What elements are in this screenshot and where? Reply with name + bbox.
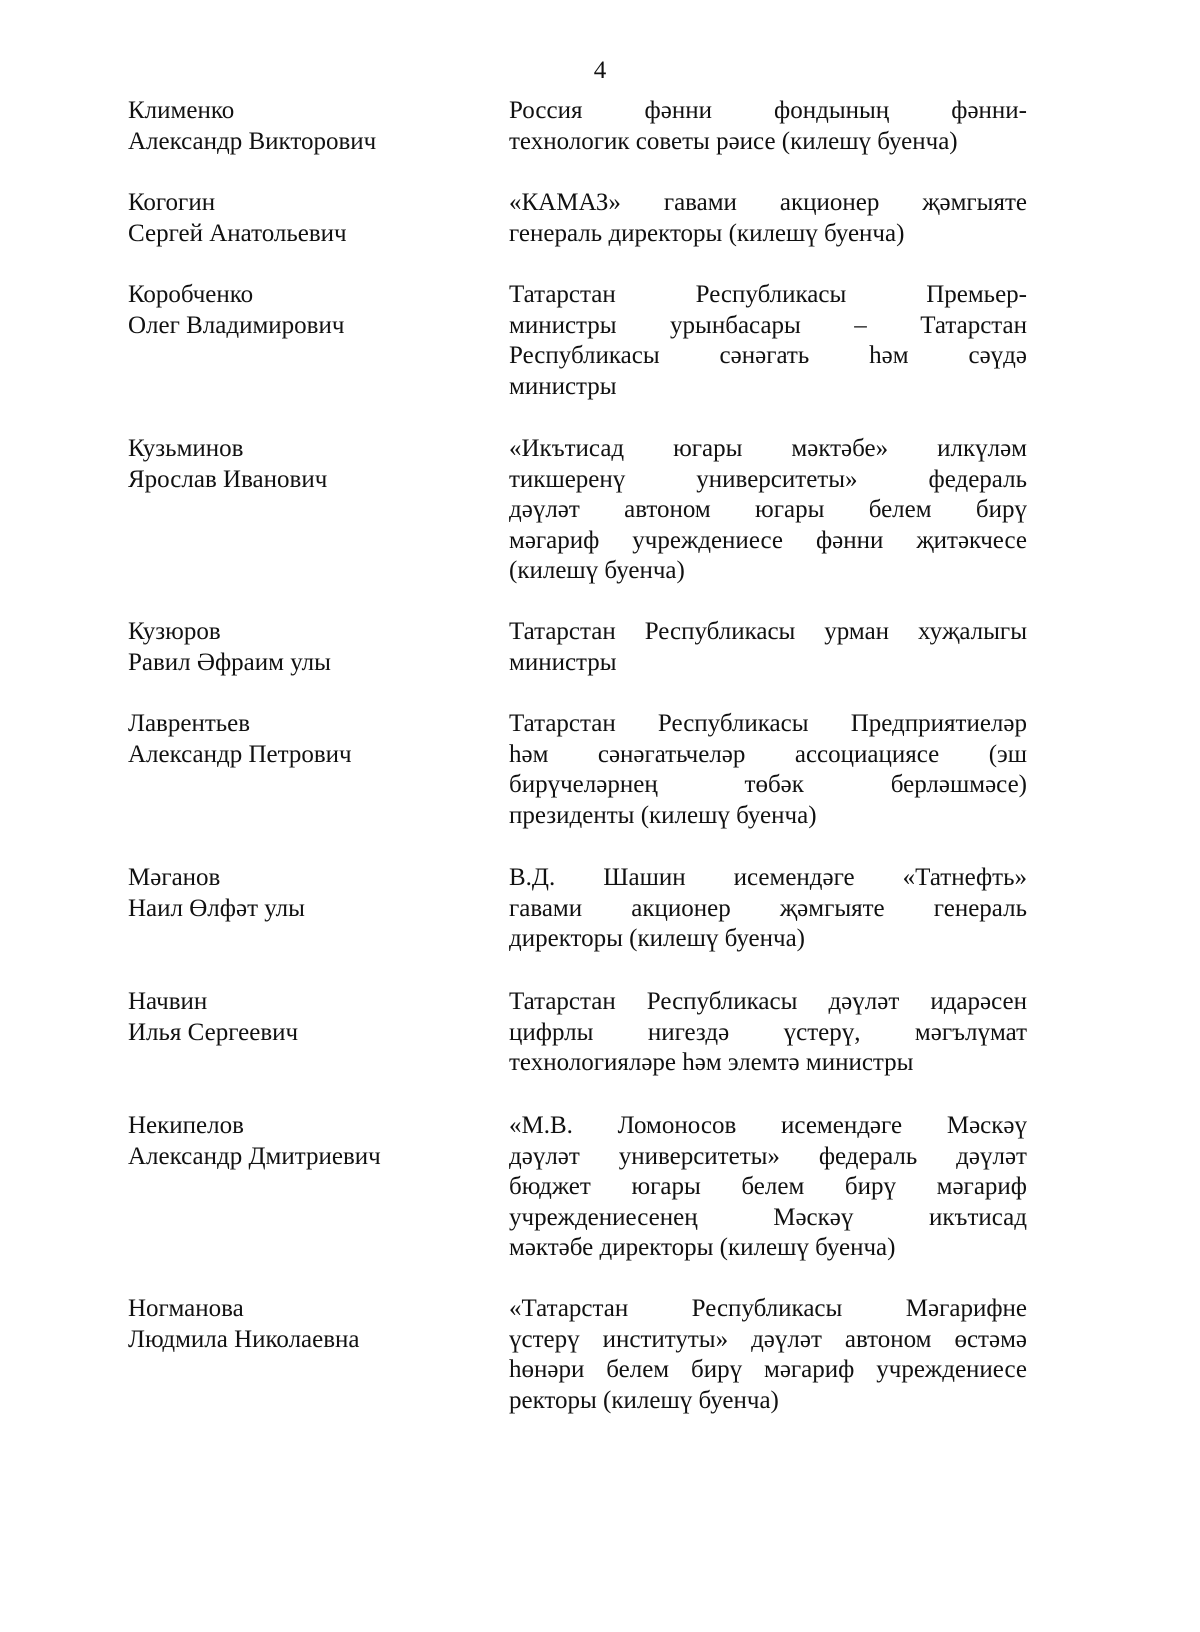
member-name [128,987,458,1048]
position-line: министры [509,372,617,400]
position-line: президенты (килешү буенча) [509,801,817,829]
position-line: мәгариф учреждениесе фәнни җитәкчесе [509,526,1027,554]
position-line: дәүләт автоном югары белем бирү [509,496,1027,523]
member-position [509,1111,1027,1264]
member-given-names: Олег Владимирович [128,311,345,339]
member-name [128,617,458,678]
member-surname: Лаврентьев [128,710,251,737]
member-surname: Когогин [128,189,216,216]
member-surname: Ногманова [128,1295,244,1322]
position-line: тикшеренү университеты» федераль [509,465,1027,493]
page-number: 4 [593,57,607,84]
position-line: министры [509,648,617,676]
member-given-names: Александр Викторович [128,127,377,155]
position-line: һөнәри белем бирү мәгариф учреждениесе [509,1356,1027,1383]
position-line: «КАМАЗ» гавами акционер җәмгыяте [509,189,1027,216]
member-surname: Клименко [128,97,235,124]
member-surname: Кузюров [128,618,221,645]
position-line: Татарстан Республикасы дәүләт идарәсен [509,988,1027,1015]
position-line: учреждениесенең Мәскәү икътисад [509,1203,1027,1231]
position-line: мәктәбе директоры (килешү буенча) [509,1234,896,1261]
member-surname: Некипелов [128,1112,244,1139]
position-line: министры урынбасары – Татарстан [509,311,1027,339]
member-given-names: Сергей Анатольевич [128,219,347,247]
position-line: В.Д. Шашин исемендәге «Татнефть» [509,864,1027,891]
member-name [128,280,458,341]
member-name [128,188,458,249]
member-given-names: Людмила Николаевна [128,1325,360,1353]
member-position [509,863,1027,955]
member-position [509,1294,1027,1416]
position-line: Татарстан Республикасы Премьер- [509,281,1027,308]
member-name [128,863,458,924]
position-line: «Икътисад югары мәктәбе» илкүләм [509,435,1027,462]
position-line: дәүләт университеты» федераль дәүләт [509,1142,1027,1170]
member-surname: Коробченко [128,281,254,308]
member-surname: Начвин [128,988,208,1015]
position-line: бирүчеләрнең төбәк берләшмәсе) [509,771,1027,798]
position-line: һәм сәнәгатьчеләр ассоциациясе (эш [509,740,1027,768]
member-position [509,987,1027,1079]
member-name [128,1294,458,1355]
position-line: Россия фәнни фондының фәнни- [509,97,1027,124]
member-surname: Мәганов [128,864,221,891]
member-given-names: Александр Петрович [128,740,352,768]
position-line: Татарстан Республикасы урман хуҗалыгы [509,618,1027,645]
position-line: цифрлы нигездә үстерү, мәгълүмат [509,1018,1027,1046]
position-line: технологияләре һәм элемтә министры [509,1049,914,1076]
position-line: Татарстан Республикасы Предприятиеләр [509,710,1027,737]
member-surname: Кузьминов [128,435,244,462]
position-line: гавами акционер җәмгыяте генераль [509,894,1027,922]
position-line: «М.В. Ломоносов исемендәге Мәскәү [509,1112,1027,1139]
position-line: технологик советы рәисе (килешү буенча) [509,127,958,155]
member-given-names: Наил Өлфәт улы [128,894,305,922]
member-position [509,709,1027,831]
position-line: генераль директоры (килешү буенча) [509,219,905,247]
member-given-names: Равил Әфраим улы [128,648,331,676]
member-position [509,188,1027,249]
position-line: бюджет югары белем бирү мәгариф [509,1173,1027,1200]
member-position [509,280,1027,402]
member-given-names: Илья Сергеевич [128,1018,299,1046]
position-line: «Татарстан Республикасы Мәгарифне [509,1295,1027,1322]
member-name [128,709,458,770]
position-line: (килешү буенча) [509,557,685,584]
member-given-names: Ярослав Иванович [128,465,328,493]
position-line: ректоры (килешү буенча) [509,1386,779,1414]
member-given-names: Александр Дмитриевич [128,1142,381,1170]
member-name [128,96,458,157]
member-position [509,617,1027,678]
position-line: үстерү институты» дәүләт автоном өстәмә [509,1325,1027,1353]
position-line: Республикасы сәнәгать һәм сәүдә [509,342,1027,369]
member-position [509,96,1027,157]
position-line: директоры (килешү буенча) [509,925,805,952]
member-position [509,434,1027,587]
member-name [128,1111,458,1172]
member-name [128,434,458,495]
